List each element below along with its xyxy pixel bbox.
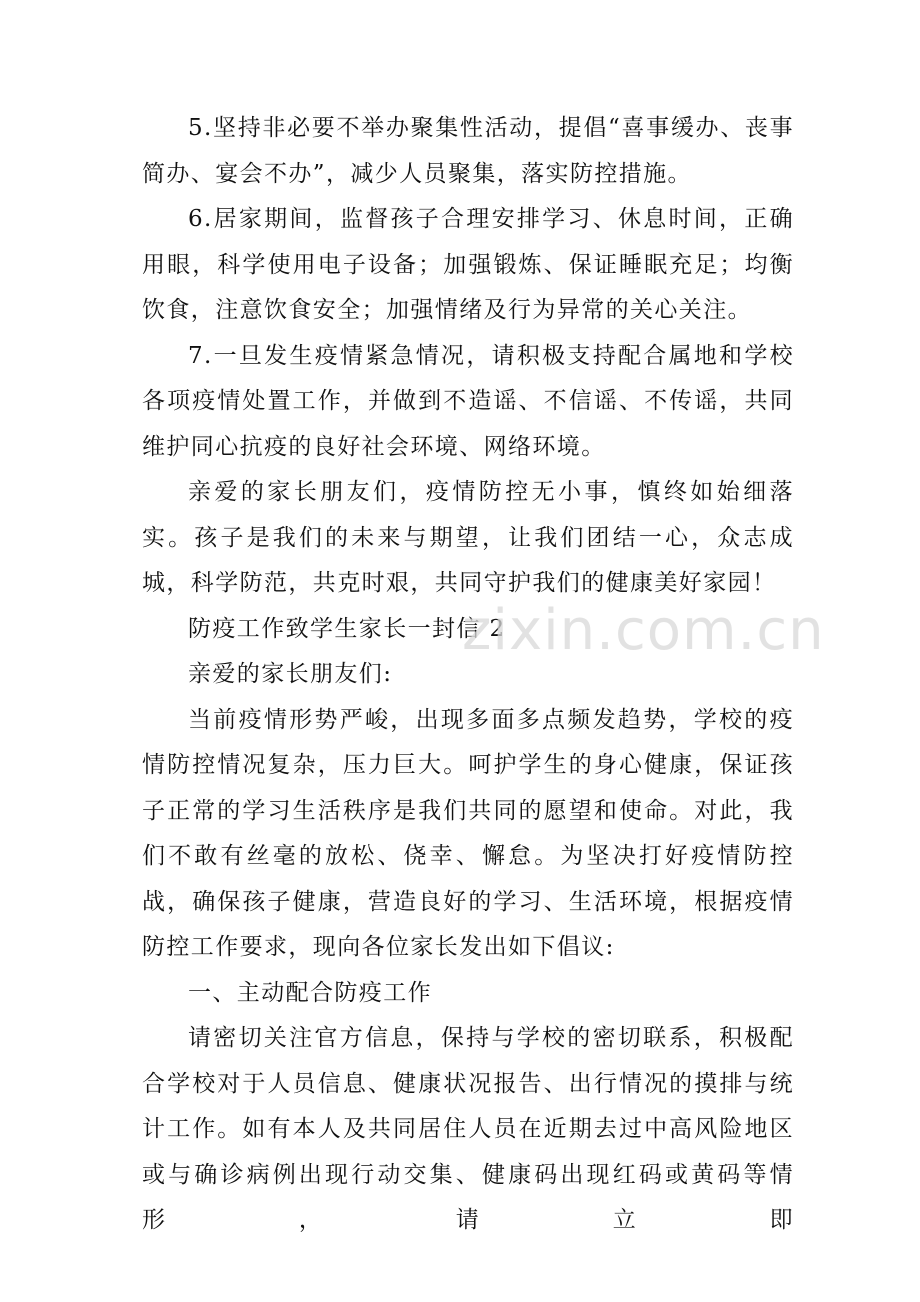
watermark: zixin.com.cn [462, 598, 825, 663]
salutation: 亲爱的家长朋友们: [188, 661, 393, 687]
paragraph-item-6: 6.居家期间，监督孩子合理安排学习、休息时间，正确用眼，科学使用电子设备；加强锻炼、保证睡眠充足；均衡饮食，注意饮食安全；加强情绪及行为异常的关心关注。 [142, 206, 794, 323]
paragraph-item-5: 5.坚持非必要不举办聚集性活动，提倡“喜事缓办、丧事简办、宴会不办”，减少人员聚集，落实防控措施。 [142, 115, 794, 187]
paragraph-item-7: 7.一旦发生疫情紧急情况，请积极支持配合属地和学校各项疫情处置工作，并做到不造谣、不信谣、不传谣，共同维护同心抗疫的良好社会环境、网络环境。 [142, 342, 794, 460]
letter-title-2: 防疫工作致学生家长一封信 2 [188, 615, 506, 642]
document-body [142, 106, 794, 1244]
section-body-1: 请密切关注官方信息，保持与学校的密切联系，积极配合学校对于人员信息、健康状况报告、出行情况的摸排与统计工作。如有本人及共同居住人员在近期去过中高风险地区或与确诊病例出现行动交集、健康码出现红码或黄码等情形，请立即 [142, 1025, 794, 1233]
closing-paragraph: 亲爱的家长朋友们，疫情防控无小事，慎终如始细落实。孩子是我们的未来与期望，让我们团结一心，众志成城，科学防范，共克时艰，共同守护我们的健康美好家园！ [142, 479, 794, 596]
intro-paragraph: 当前疫情形势严峻，出现多面多点频发趋势，学校的疫情防控情况复杂，压力巨大。呵护学生的身心健康，保证孩子正常的学习生活秩序是我们共同的愿望和使命。对此，我们不敢有丝毫的放松、侥幸、懈怠。为坚决打好疫情防控战，确保孩子健康，营造良好的学习、生活环境，根据疫情防控工作要求，现向各位家长发出如下倡议: [142, 706, 794, 960]
section-heading-1: 一、主动配合防疫工作 [188, 979, 432, 1006]
